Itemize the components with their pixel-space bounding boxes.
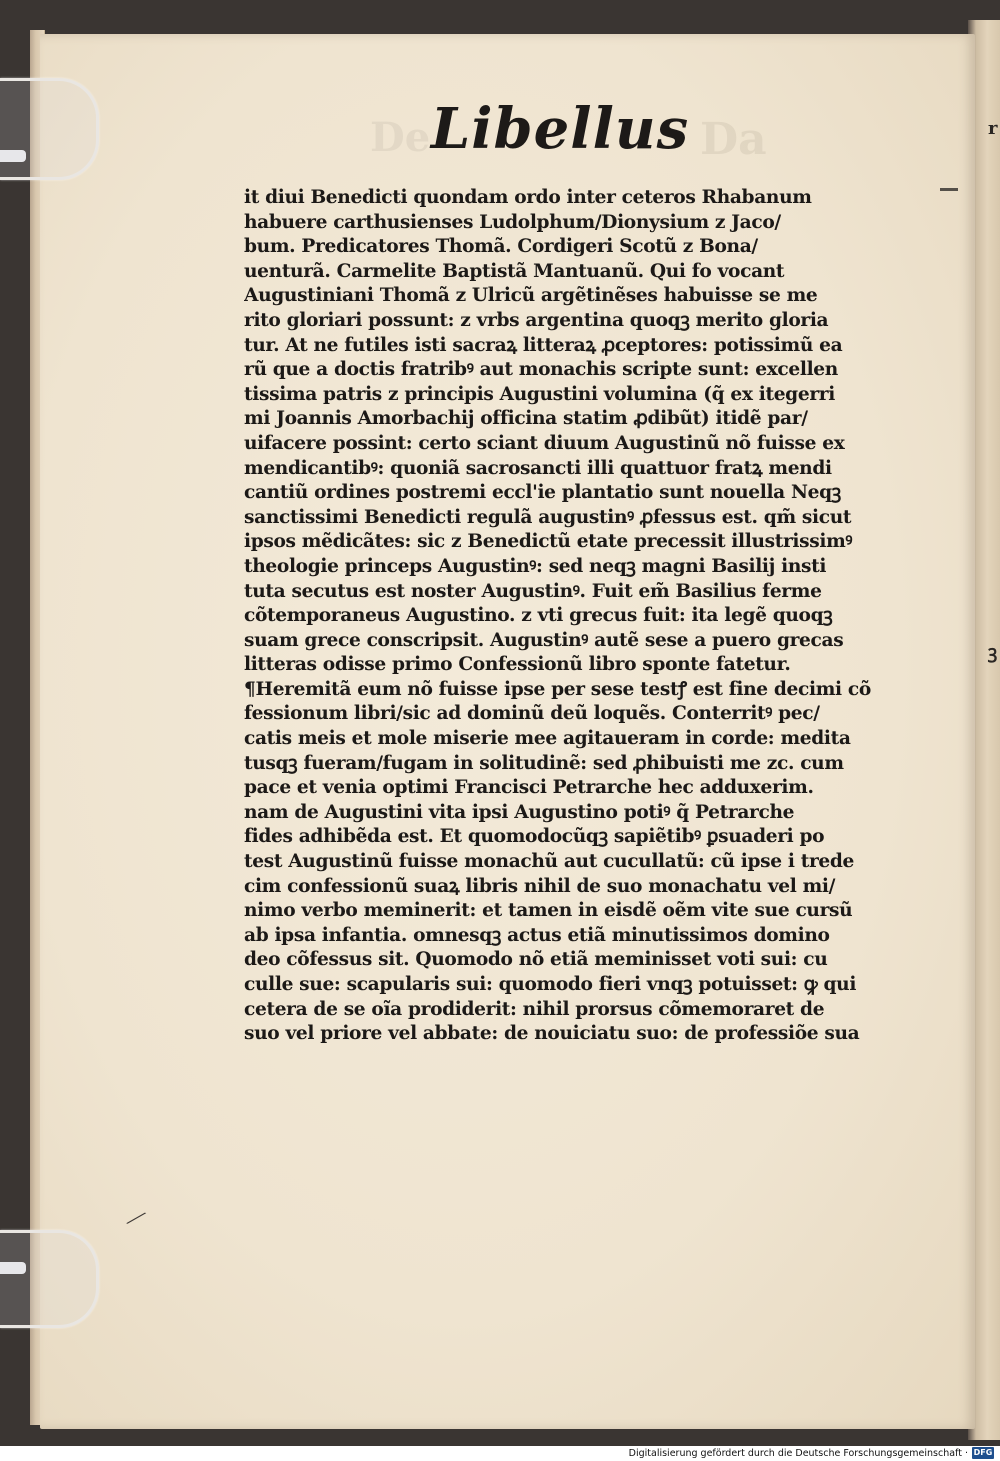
text-line: culle sue: scapularis sui: quomodo fieri vnqꝫ potuisset: ꝙ qui (244, 974, 857, 995)
text-line: pace et venia optimi Francisci Petrarche hec adduxerim. (244, 777, 814, 799)
digitization-credit: Digitalisierung gefördert durch die Deutsche Forschungsgemeinschaft · (0, 1446, 1000, 1461)
text-line: uifacere possint: certo sciant diuum Augustinũ nõ fuisse ex (244, 432, 845, 454)
text-line: cim confessionũ suaꝝ libris nihil de suo monachatu vel mi/ (244, 875, 836, 897)
text-line: ab ipsa infantia. omnesqꝫ actus etiã minutissimos domino (244, 924, 830, 946)
page-clip-bar (0, 1262, 26, 1274)
next-page-fragment: r (988, 118, 998, 139)
text-line: tur. At ne futiles isti sacraꝝ litteraꝝ ꝓceptores: potissimũ ea (244, 334, 843, 356)
text-line: fides adhibẽda est. Et quomodocũqꝫ sapiẽtibꝰ ꝑsuaderi po (244, 826, 825, 848)
text-line: uenturã. Carmelite Baptistã Mantuanũ. Qui fo vocant (244, 260, 785, 282)
text-line: test Augustinũ fuisse monachũ aut cucullatũ: cũ ipse i trede (244, 851, 854, 873)
book-page (40, 34, 975, 1429)
page-clip-bar (0, 150, 26, 162)
next-page-fragment: ꝫ (988, 642, 998, 663)
text-line: it diui Benedicti quondam ordo inter ceteros Rhabanum (244, 187, 812, 208)
text-block (244, 186, 898, 1047)
show-through-text: De (370, 114, 431, 161)
margin-mark (940, 188, 958, 191)
text-line: tusqꝫ fueram/fugam in solitudinẽ: sed ꝓhibuisti me zc. cum (244, 752, 844, 774)
text-line: nimo verbo meminerit: et tamen in eisdẽ oẽm vite sue cursũ (244, 900, 853, 922)
text-line: nam de Augustini vita ipsi Augustino potiꝰ q̃ Petrarche (244, 801, 795, 823)
dfg-logo: DFG (973, 1448, 993, 1457)
text-line: suam grece conscripsit. Augustinꝰ autẽ sese a puero grecas (244, 629, 844, 651)
text-line: cantiũ ordines postremi eccl'ie plantatio sunt nouella Neqꝫ (244, 482, 841, 504)
text-line: litteras odisse primo Confessionũ libro sponte fatetur. (244, 654, 791, 676)
running-head: Libellus (430, 96, 690, 162)
text-line: tuta secutus est noster Augustinꝰ. Fuit em̃ Basilius ferme (244, 580, 822, 602)
text-line: catis meis et mole miserie mee agitaueram in corde: medita (244, 728, 851, 750)
text-line: sanctissimi Benedicti regulã augustinꝰ ꝓfessus est. qm̃ sicut (244, 506, 852, 528)
text-line: fessionum libri/sic ad dominũ deũ loquẽs. Conterritꝰ pec/ (244, 703, 820, 725)
text-line: cõtemporaneus Augustino. z vti grecus fuit: ita legẽ quoqꝫ (244, 605, 833, 627)
text-line: deo cõfessus sit. Quomodo nõ etiã meminisset voti sui: cu (244, 949, 828, 971)
pencil-mark: ⟋ (124, 1205, 148, 1234)
text-line: cetera de se oĩa prodiderit: nihil prorsus cõmemoraret de (244, 998, 825, 1020)
text-line: Augustiniani Thomã z Ulricũ argẽtinẽses habuisse se me (244, 285, 818, 307)
text-line: suo vel priore vel abbate: de nouiciatu suo: de professiõe sua (244, 1023, 860, 1045)
show-through-text: Da (700, 114, 767, 165)
text-line: rũ que a doctis fratribꝰ aut monachis scripte sunt: excellen (244, 359, 838, 381)
text-line: mi Joannis Amorbachij officina statim ꝓdibũt) itidẽ par/ (244, 408, 808, 430)
text-line: rito gloriari possunt: z vrbs argentina quoqꝫ merito gloria (244, 309, 829, 331)
page-clip-bottom (0, 1230, 99, 1328)
text-line: habuere carthusienses Ludolphum/Dionysium z Jaco/ (244, 211, 781, 233)
text-line: mendicantibꝰ: quoniã sacrosancti illi quattuor fratꝝ mendi (244, 457, 832, 479)
text-line: bum. Predicatores Thomã. Cordigeri Scotũ z Bona/ (244, 236, 758, 258)
text-line: ipsos mẽdicãtes: sic z Benedictũ etate precessit illustrissimꝰ (244, 531, 853, 553)
text-line: theologie princeps Augustinꝰ: sed neqꝫ magni Basilij insti (244, 555, 827, 577)
page-clip-top (0, 78, 99, 180)
text-line: ¶Heremitã eum nõ fuisse ipse per sese testꝭ est fine decimi cõ (244, 678, 871, 700)
text-line: tissima patris z principis Augustini volumina (q̃ ex itegerri (244, 383, 835, 405)
